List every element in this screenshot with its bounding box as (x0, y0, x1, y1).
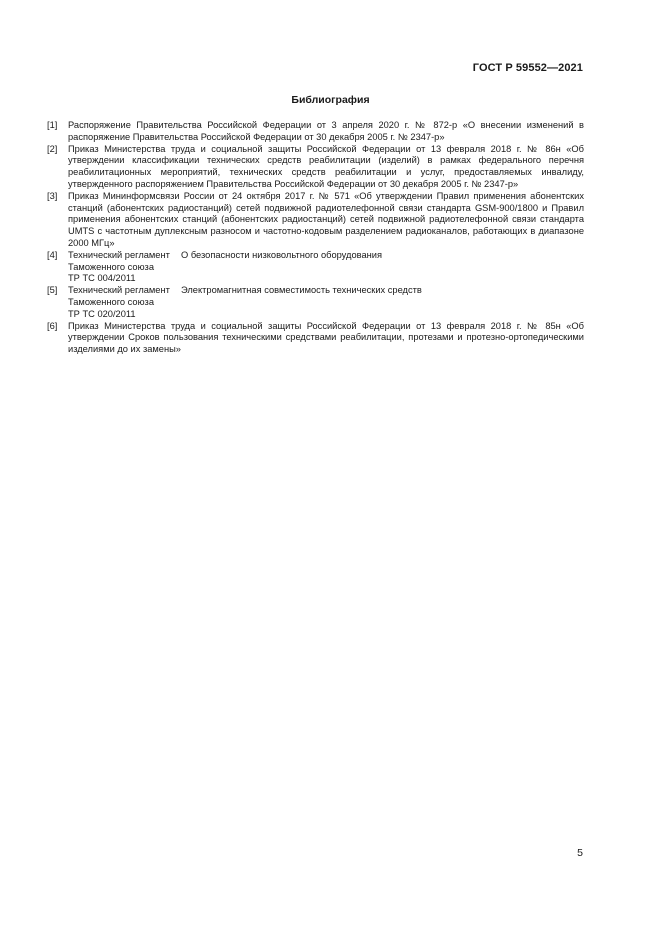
page-number: 5 (577, 847, 583, 859)
reference-item (47, 250, 584, 285)
section-title: Библиография (291, 94, 370, 106)
reference-number: [1] (47, 120, 58, 130)
regulation-line: Таможенного союза (68, 296, 154, 307)
reference-text (68, 250, 584, 285)
document-code: ГОСТ Р 59552—2021 (472, 62, 583, 74)
reference-text (68, 191, 584, 250)
regulation-line: ТР ТС 020/2011 (68, 308, 136, 319)
reference-number: [3] (47, 190, 58, 201)
reference-number: [4] (47, 249, 58, 260)
reference-number: [5] (47, 285, 58, 296)
bibliography-list (47, 120, 584, 356)
regulation-line: Таможенного союза (68, 261, 154, 272)
reference-item (47, 285, 584, 320)
regulation-line: ТР ТС 004/2011 (68, 273, 136, 284)
reference-text (68, 120, 584, 144)
regulation-line: Технический регламент (68, 249, 170, 260)
regulation-designation (68, 250, 181, 285)
reference-number: [6] (47, 320, 58, 331)
reference-line: Приказ Мининформсвязи России от 24 октября 2017 г. № 571 «Об утверждении Правил применения абонентских станций (абонентских радиостанций) сетей подвижной радиотелефонной связи стандарта GSM-900/1800 и Правил применения абонентских станций (абонентских радиостанций) сетей подвижной радиотелефонной связи стандарта UMTS с частотным дуплексным разносом и частотно-кодовым разделением радиоканалов, работающих в диапазоне 2000 МГц» (68, 190, 584, 248)
reference-item (47, 120, 584, 144)
regulation-line: Технический регламент (68, 285, 170, 296)
reference-item (47, 144, 584, 191)
reference-line: Приказ Министерства труда и социальной защиты Российской Федерации от 13 февраля 2018 г. № 85н «Об утверждении Сроков пользования техническими средствами реабилитации, протезами и протезно-ортопедическими изделиями до их замены» (68, 320, 584, 355)
reference-item (47, 321, 584, 356)
regulation-designation (68, 285, 181, 320)
reference-number: [2] (47, 143, 58, 154)
regulation-title: О безопасности низковольтного оборудования (181, 249, 382, 260)
reference-item (47, 191, 584, 250)
reference-text (68, 285, 584, 320)
reference-text (68, 321, 584, 356)
reference-line: Приказ Министерства труда и социальной защиты Российской Федерации от 13 февраля 2018 г. № 86н «Об утверждении классификации технических средств реабилитации (изделий) в рамках федерального перечня реабилитационных мероприятий, технических средств реабилитации и услуг, предоставляемых инвалиду, утвержденного распоряжением Правительства Российской Федерации от 30 декабря 2005 г. № 2347-р» (68, 143, 584, 189)
reference-line: Распоряжение Правительства Российской Федерации от 3 апреля 2020 г. № 872-р «О внесении изменений в распоряжение Правительства Российской Федерации от 30 декабря 2005 г. № 2347-р» (68, 120, 584, 142)
reference-text (68, 144, 584, 191)
regulation-title: Электромагнитная совместимость технических средств (181, 285, 422, 296)
